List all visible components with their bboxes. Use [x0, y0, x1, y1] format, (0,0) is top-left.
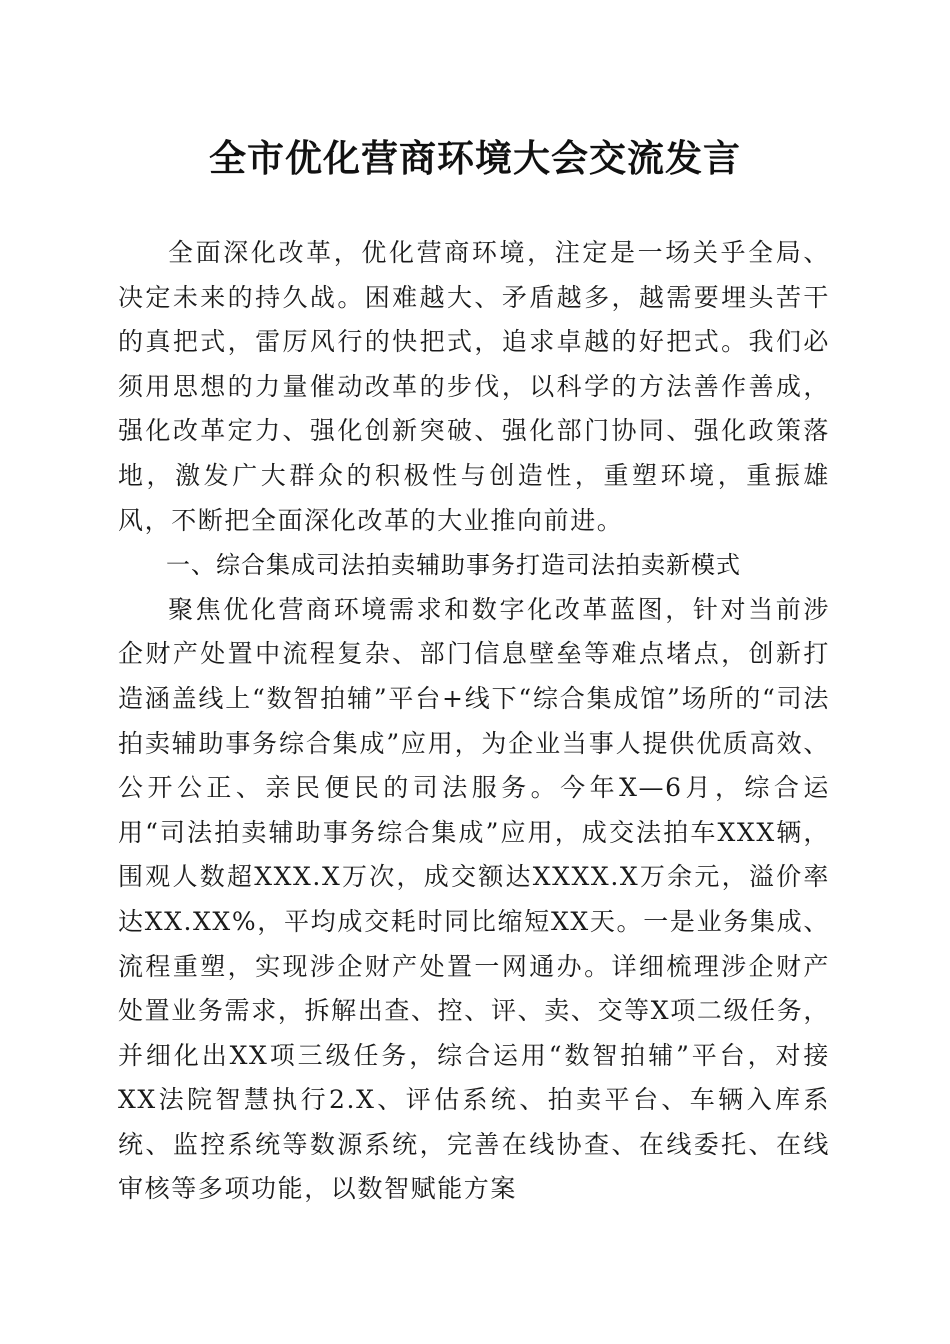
- section-paragraph: 聚焦优化营商环境需求和数字化改革蓝图，针对当前涉企财产处置中流程复杂、部门信息壁垒等难点堵点，创新打造涵盖线上“数智拍辅”平台+线下“综合集成馆”场所的“司法拍卖辅助事务综合集成”应用，为企业当事人提供优质高效、公开公正、亲民便民的司法服务。今年X—6月，综合运用“司法拍卖辅助事务综合集成”应用，成交法拍车XXX辆，围观人数超XXX.X万次，成交额达XXXX.X万余元，溢价率达XX.XX%，平均成交耗时同比缩短XX天。一是业务集成、流程重塑，实现涉企财产处置一网通办。详细梳理涉企财产处置业务需求，拆解出查、控、评、卖、交等X项二级任务，并细化出XX项三级任务，综合运用“数智拍辅”平台，对接XX法院智慧执行2.X、评估系统、拍卖平台、车辆入库系统、监控系统等数源系统，完善在线协查、在线委托、在线审核等多项功能，以数智赋能方案: [118, 594, 830, 1204]
- document-title: 全市优化营商环境大会交流发言: [209, 136, 741, 180]
- intro-paragraph: 全面深化改革，优化营商环境，注定是一场关乎全局、决定未来的持久战。困难越大、矛盾越多，越需要埋头苦干的真把式，雷厉风行的快把式，追求卓越的好把式。我们必须用思想的力量催动改革的步伐，以科学的方法善作善成，强化改革定力、强化创新突破、强化部门协同、强化政策落地，激发广大群众的积极性与创造性，重塑环境，重振雄风，不断把全面深化改革的大业推向前进。: [118, 238, 830, 535]
- document-body: [118, 231, 830, 1212]
- section-heading: 一、综合集成司法拍卖辅助事务打造司法拍卖新模式: [166, 551, 741, 580]
